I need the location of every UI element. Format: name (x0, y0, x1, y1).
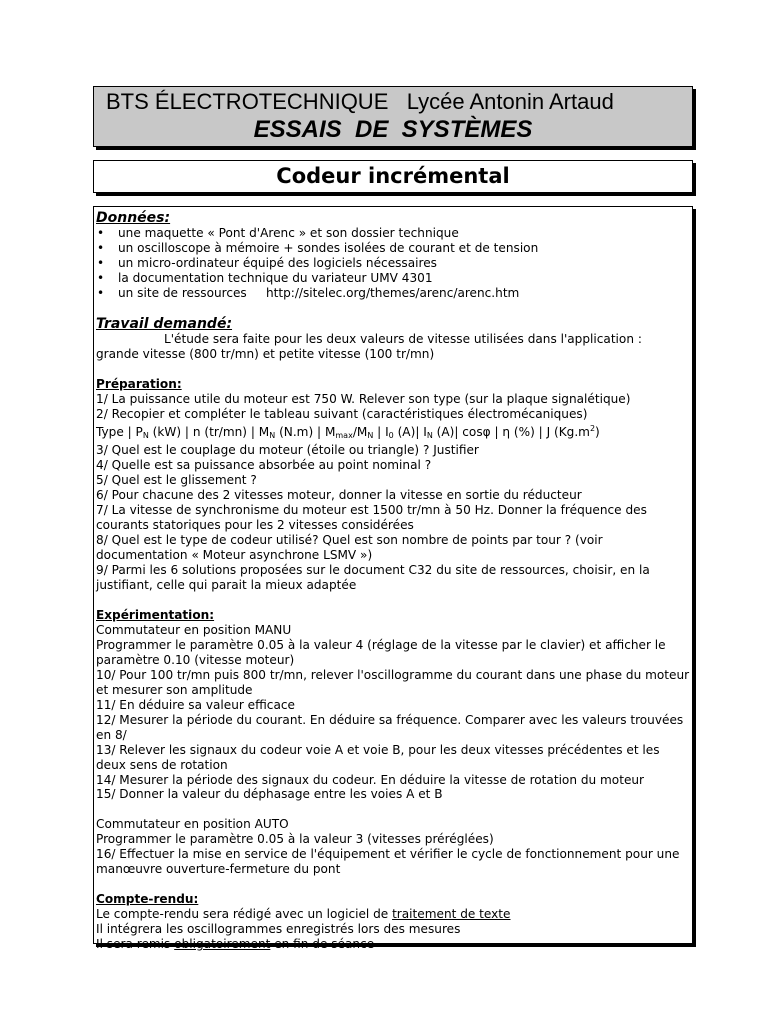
header-course-title: ESSAIS DE SYSTÈMES (253, 116, 533, 143)
donnees-heading: Données: (96, 210, 171, 226)
title-box (93, 160, 693, 193)
experimentation-line: Commutateur en position MANU (96, 622, 292, 637)
experimentation-line: 15/ Donner la valeur du déphasage entre les voies A et B (96, 787, 443, 802)
compte-rendu-heading: Compte-rendu: (96, 892, 199, 907)
travail-heading: Travail demandé: (96, 315, 233, 332)
word-processor-emphasis: traitement de texte (392, 907, 511, 922)
col-n: n (tr/mn) (192, 424, 248, 439)
experimentation-line: 10/ Pour 100 tr/mn puis 800 tr/mn, relever l'oscillogramme du courant dans une phase du moteur et mesurer son amplitude (96, 667, 690, 697)
preparation-question: 5/ Quel est le glissement ? (96, 473, 257, 488)
preparation-question: 9/ Parmi les 6 solutions proposées sur le document C32 du site de ressources, choisir, en la justifiant, celle qui parait la mieux adaptée (96, 563, 650, 593)
characteristics-table-header: Type | $P_N$ (kW) | n (tr/mn) | $M_N$ (N.m) | $M_{max}/M_N$ | $I_0$ (A)| $I_N$ (A)| cosφ | η (%) | J $(Kg.m^2)$ (96, 423, 600, 440)
experimentation-heading: Expérimentation: (96, 608, 215, 623)
experimentation-line: 13/ Relever les signaux du codeur voie A et voie B, pour les deux vitesses précédentes et les deux sens de rotation (96, 742, 660, 772)
preparation-q1: 1/ La puissance utile du moteur est 750 W. Relever son type (sur la plaque signalétique) (96, 391, 631, 406)
compte-rendu-line2: Il intégrera les oscillogrammes enregistrés lors des mesures (96, 922, 461, 937)
list-item: • une maquette « Pont d'Arenc » et son dossier technique (96, 226, 690, 241)
experimentation-auto-line: 16/ Effectuer la mise en service de l'équipement et vérifier le cycle de fonctionnement pour une manœuvre ouverture-fermeture du pont (96, 847, 680, 877)
compte-rendu-line3: Il sera remis obligatoirement en fin de séance (96, 937, 375, 952)
preparation-question: 3/ Quel est le couplage du moteur (étoile ou triangle) ? Justifier (96, 443, 479, 458)
header-school-line: BTS ÉLECTROTECHNIQUE Lycée Antonin Artaud (106, 89, 614, 114)
preparation-q2: 2/ Recopier et compléter le tableau suivant (caractéristiques électromécaniques) (96, 406, 588, 421)
header-box (93, 86, 693, 147)
page-title: Codeur incrémental (276, 164, 510, 188)
list-item: • un micro-ordinateur équipé des logiciels nécessaires (96, 256, 690, 271)
experimentation-line: 12/ Mesurer la période du courant. En déduire sa fréquence. Comparer avec les valeurs trouvées en 8/ (96, 712, 684, 742)
travail-intro-line2: grande vitesse (800 tr/mn) et petite vitesse (100 tr/mn) (96, 346, 435, 361)
travail-intro-line1: L'étude sera faite pour les deux valeurs de vitesse utilisées dans l'application : (164, 331, 642, 346)
list-item: • un site de ressources http://sitelec.org/themes/arenc/arenc.htm (96, 286, 690, 301)
col-eta: η (%) (502, 424, 535, 439)
donnees-list (96, 226, 690, 301)
col-cos: cosφ (462, 424, 491, 439)
col-type: Type (96, 424, 124, 439)
experimentation-auto-line: Commutateur en position AUTO (96, 817, 289, 832)
preparation-question: 8/ Quel est le type de codeur utilisé? Quel est son nombre de points par tour ? (voir documentation « Moteur asynchrone LSMV ») (96, 533, 603, 563)
experimentation-line: 14/ Mesurer la période des signaux du codeur. En déduire la vitesse de rotation du moteur (96, 772, 645, 787)
content-box (93, 206, 693, 952)
preparation-question: 4/ Quelle est sa puissance absorbée au point nominal ? (96, 458, 432, 473)
preparation-question: 7/ La vitesse de synchronisme du moteur est 1500 tr/mn à 50 Hz. Donner la fréquence des courants statoriques pour les 2 vitesses considérées (96, 503, 647, 533)
list-item: • un oscilloscope à mémoire + sondes isolées de courant et de tension (96, 241, 690, 256)
experimentation-line: Programmer le paramètre 0.05 à la valeur 4 (réglage de la vitesse par le clavier) et afficher le paramètre 0.10 (vitesse moteur) (96, 637, 666, 667)
list-item: • la documentation technique du variateur UMV 4301 (96, 271, 690, 286)
experimentation-auto-line: Programmer le paramètre 0.05 à la valeur 3 (vitesses préréglées) (96, 832, 494, 847)
compte-rendu-line1: Le compte-rendu sera rédigé avec un logiciel de traitement de texte (96, 907, 511, 922)
preparation-heading: Préparation: (96, 376, 182, 391)
experimentation-line: 11/ En déduire sa valeur efficace (96, 697, 295, 712)
mandatory-emphasis: obligatoirement (174, 937, 271, 952)
preparation-question: 6/ Pour chacune des 2 vitesses moteur, donner la vitesse en sortie du réducteur (96, 488, 582, 503)
